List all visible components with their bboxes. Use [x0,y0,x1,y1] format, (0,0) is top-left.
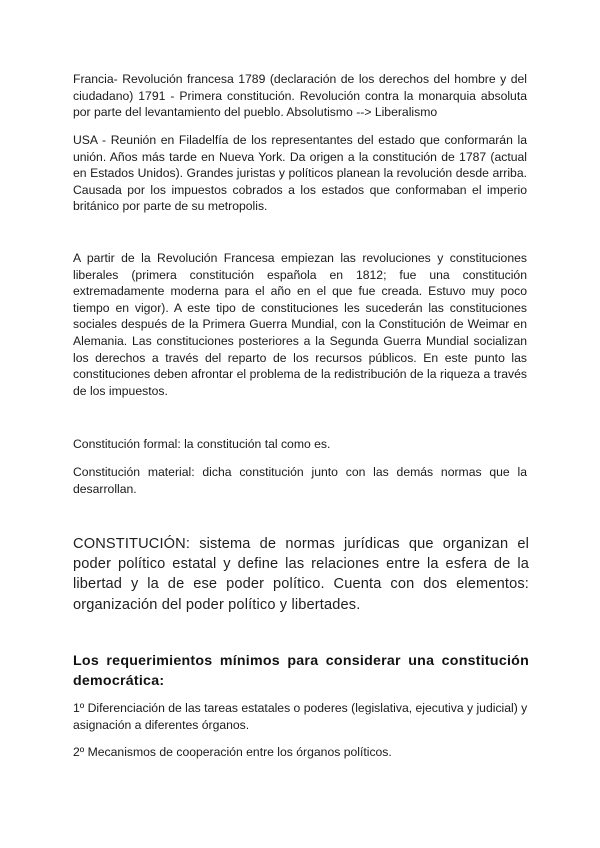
section-heading: Los requerimientos mínimos para considerar una constitución democrática: [73,653,529,689]
definition-constitucion: CONSTITUCIÓN: sistema de normas jurídicas que organizan el poder político estatal y define las relaciones entre la esfera de la libertad y la de ese poder político. Cuenta con dos elementos: organización del poder político y libertades. [73,536,529,613]
requirement-item-1: 1º Diferenciación de las tareas estatales o poderes (legislativa, ejecutiva y judicial) y asignación a diferentes órganos. [73,701,528,732]
paragraph-revoluciones: A partir de la Revolución Francesa empiezan las revoluciones y constituciones liberales (primera constitución española en 1812; fue una constitución extremadamente moderna para el año en el que fue creada. Estuvo muy poco tiempo en vigor). A este tipo de constituciones les sucederán las constituciones sociales después de la Primera Guerra Mundial, con la Constitución de Weimar en Alemania. Las constituciones posteriores a la Segunda Guerra Mundial socializan los derechos a través del reparto de los recursos públicos. En este punto las constituciones deben afrontar el problema de la redistribución de la riqueza a través de los impuestos. [73,251,527,398]
paragraph-francia: Francia- Revolución francesa 1789 (declaración de los derechos del hombre y del ciudadano) 1791 - Primera constitución. Revolución contra la monarquia absoluta por parte del levantamiento del pueblo. Absolutismo --> Liberalismo [73,72,527,120]
requirement-item-2: 2º Mecanismos de cooperación entre los órganos políticos. [73,745,392,759]
paragraph-constitucion-formal: Constitución formal: la constitución tal como es. [73,437,331,451]
paragraph-usa: USA - Reunión en Filadelfía de los representantes del estado que conformarán la unión. Años más tarde en Nueva York. Da origen a la constitución de 1787 (actual en Estados Unidos). Grandes juristas y políticos planean la revolución desde arriba. Causada por los impuestos cobrados a los estados que conformaban el imperio británico por parte de su metropolis. [73,133,527,214]
paragraph-constitucion-material: Constitución material: dicha constitución junto con las demás normas que la desarrollan. [73,465,527,496]
